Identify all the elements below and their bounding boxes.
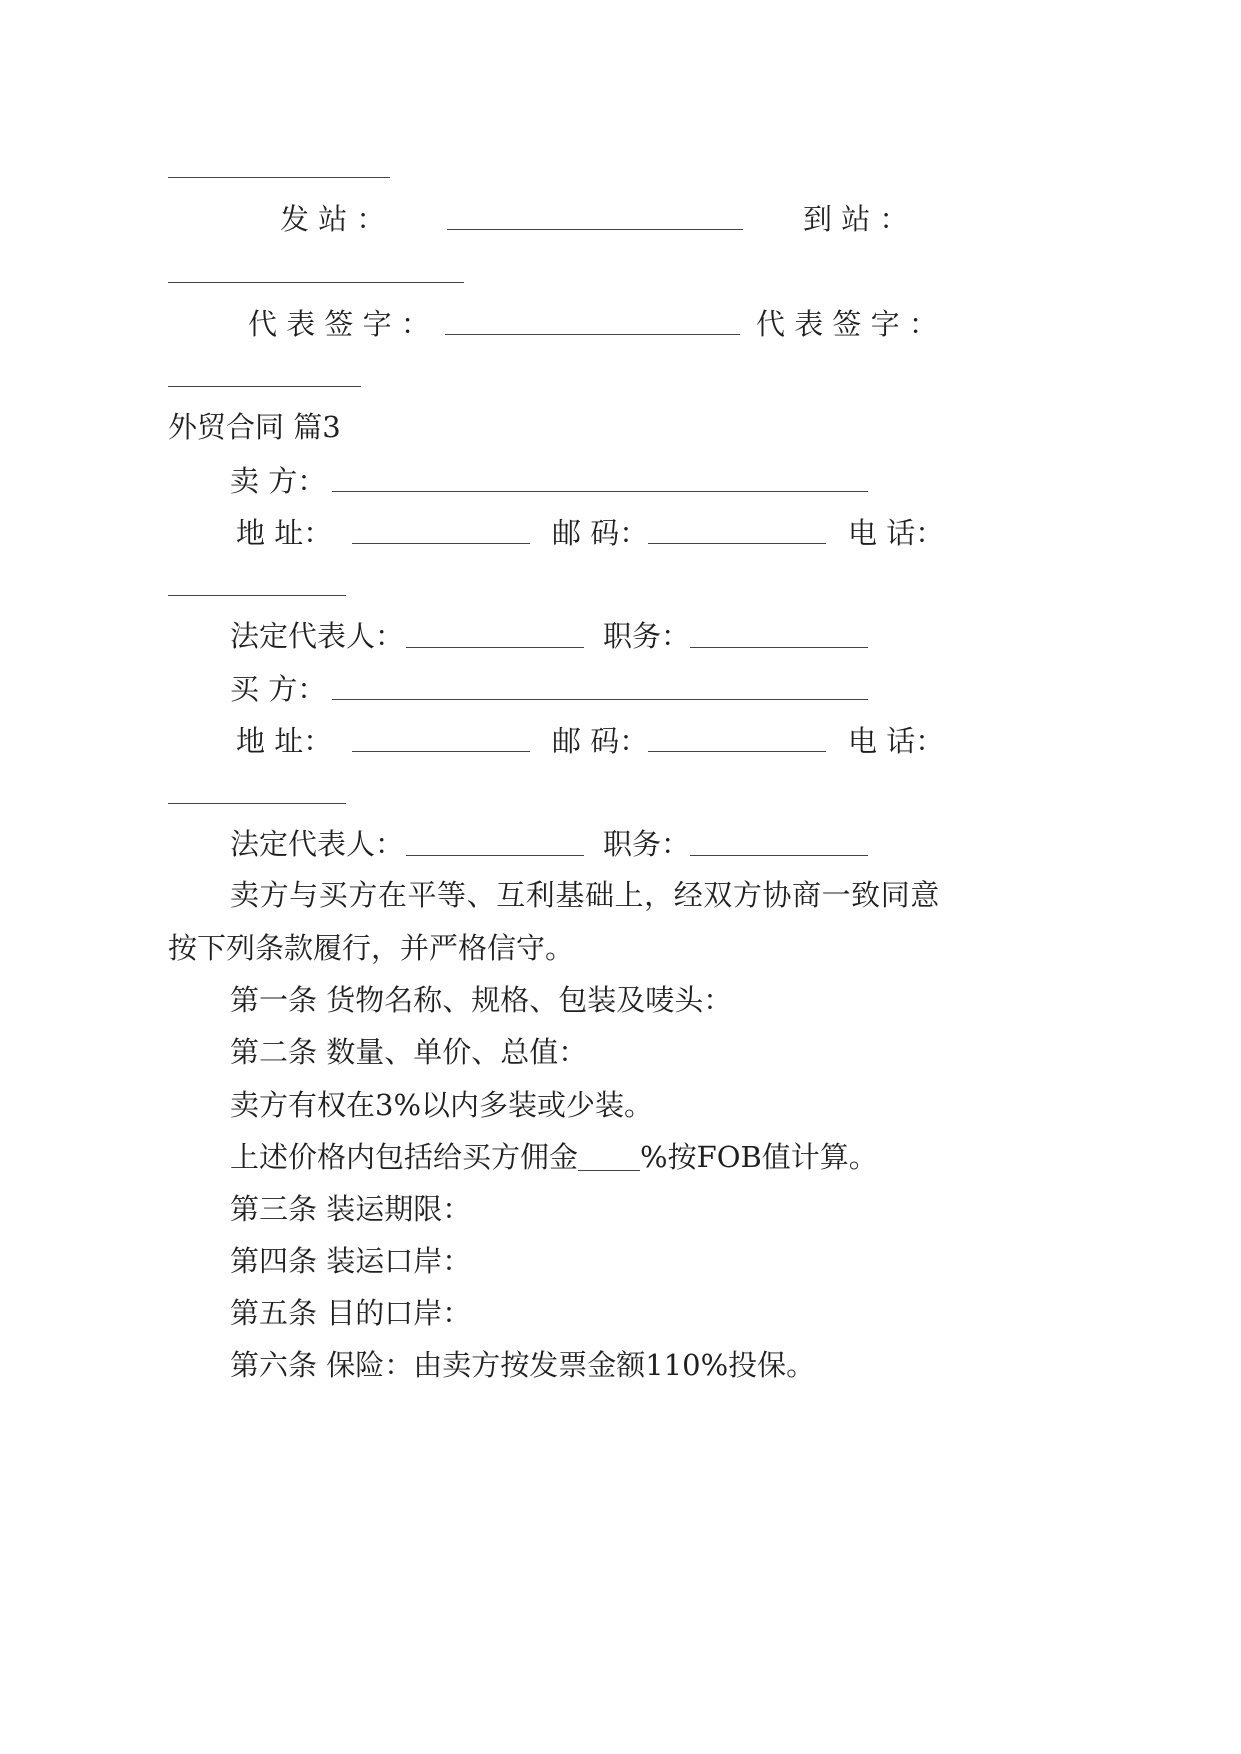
- article-1: 第一条 货物名称、规格、包装及唛头：: [230, 983, 733, 1017]
- seller-postcode-blank: [648, 543, 826, 544]
- seller-address-blank: [352, 543, 530, 544]
- buyer-legal-rep-label: 法定代表人：: [230, 827, 405, 861]
- buyer-address-blank: [352, 751, 530, 752]
- intro-line-1: 卖方与买方在平等、互利基础上，经双方协商一致同意: [230, 878, 940, 912]
- depart-station-label: 发 站 ：: [280, 202, 386, 236]
- buyer-phone-label: 电 话：: [848, 724, 945, 758]
- seller-legal-rep-blank: [406, 647, 584, 648]
- buyer-postcode-blank: [648, 751, 826, 752]
- arrive-station-blank: [168, 282, 464, 283]
- seller-label: 卖 方：: [230, 464, 327, 498]
- buyer-phone-blank: [168, 803, 346, 804]
- seller-position-blank: [690, 647, 868, 648]
- article-4: 第四条 装运口岸：: [230, 1244, 472, 1278]
- commission-text-after: %按FOB值计算。: [640, 1140, 878, 1174]
- arrive-station-label: 到 站 ：: [803, 202, 909, 236]
- rep-sign-blank-left: [445, 334, 740, 335]
- seller-address-label: 地 址：: [236, 516, 333, 550]
- article-2: 第二条 数量、单价、总值：: [230, 1035, 588, 1069]
- commission-clause: [230, 1140, 878, 1174]
- rep-sign-label-right: 代 表 签 字 ：: [756, 307, 938, 341]
- rep-sign-blank-right: [168, 386, 361, 387]
- buyer-address-label: 地 址：: [236, 724, 333, 758]
- seller-blank: [332, 491, 868, 492]
- commission-blank: [578, 1148, 640, 1171]
- tolerance-clause: 卖方有权在3%以内多装或少装。: [230, 1088, 654, 1122]
- seller-phone-label: 电 话：: [848, 516, 945, 550]
- section-title: 外贸合同 篇3: [168, 410, 341, 444]
- seller-legal-rep-label: 法定代表人：: [230, 619, 405, 653]
- seller-position-label: 职务：: [603, 619, 691, 653]
- seller-phone-blank: [168, 595, 346, 596]
- depart-station-blank: [447, 229, 743, 230]
- commission-text-before: 上述价格内包括给买方佣金: [230, 1140, 579, 1174]
- buyer-position-blank: [690, 855, 868, 856]
- buyer-position-label: 职务：: [603, 827, 691, 861]
- article-5: 第五条 目的口岸：: [230, 1296, 472, 1330]
- buyer-label: 买 方：: [230, 672, 327, 706]
- rep-sign-label-left: 代 表 签 字 ：: [248, 307, 430, 341]
- intro-line-2: 按下列条款履行，并严格信守。: [168, 931, 575, 965]
- buyer-postcode-label: 邮 码：: [552, 724, 649, 758]
- seller-postcode-label: 邮 码：: [552, 516, 649, 550]
- blank-line-continued: [168, 177, 390, 178]
- article-6: 第六条 保险：由卖方按发票金额110%投保。: [230, 1348, 816, 1382]
- buyer-legal-rep-blank: [406, 855, 584, 856]
- article-3: 第三条 装运期限：: [230, 1192, 472, 1226]
- buyer-blank: [332, 699, 868, 700]
